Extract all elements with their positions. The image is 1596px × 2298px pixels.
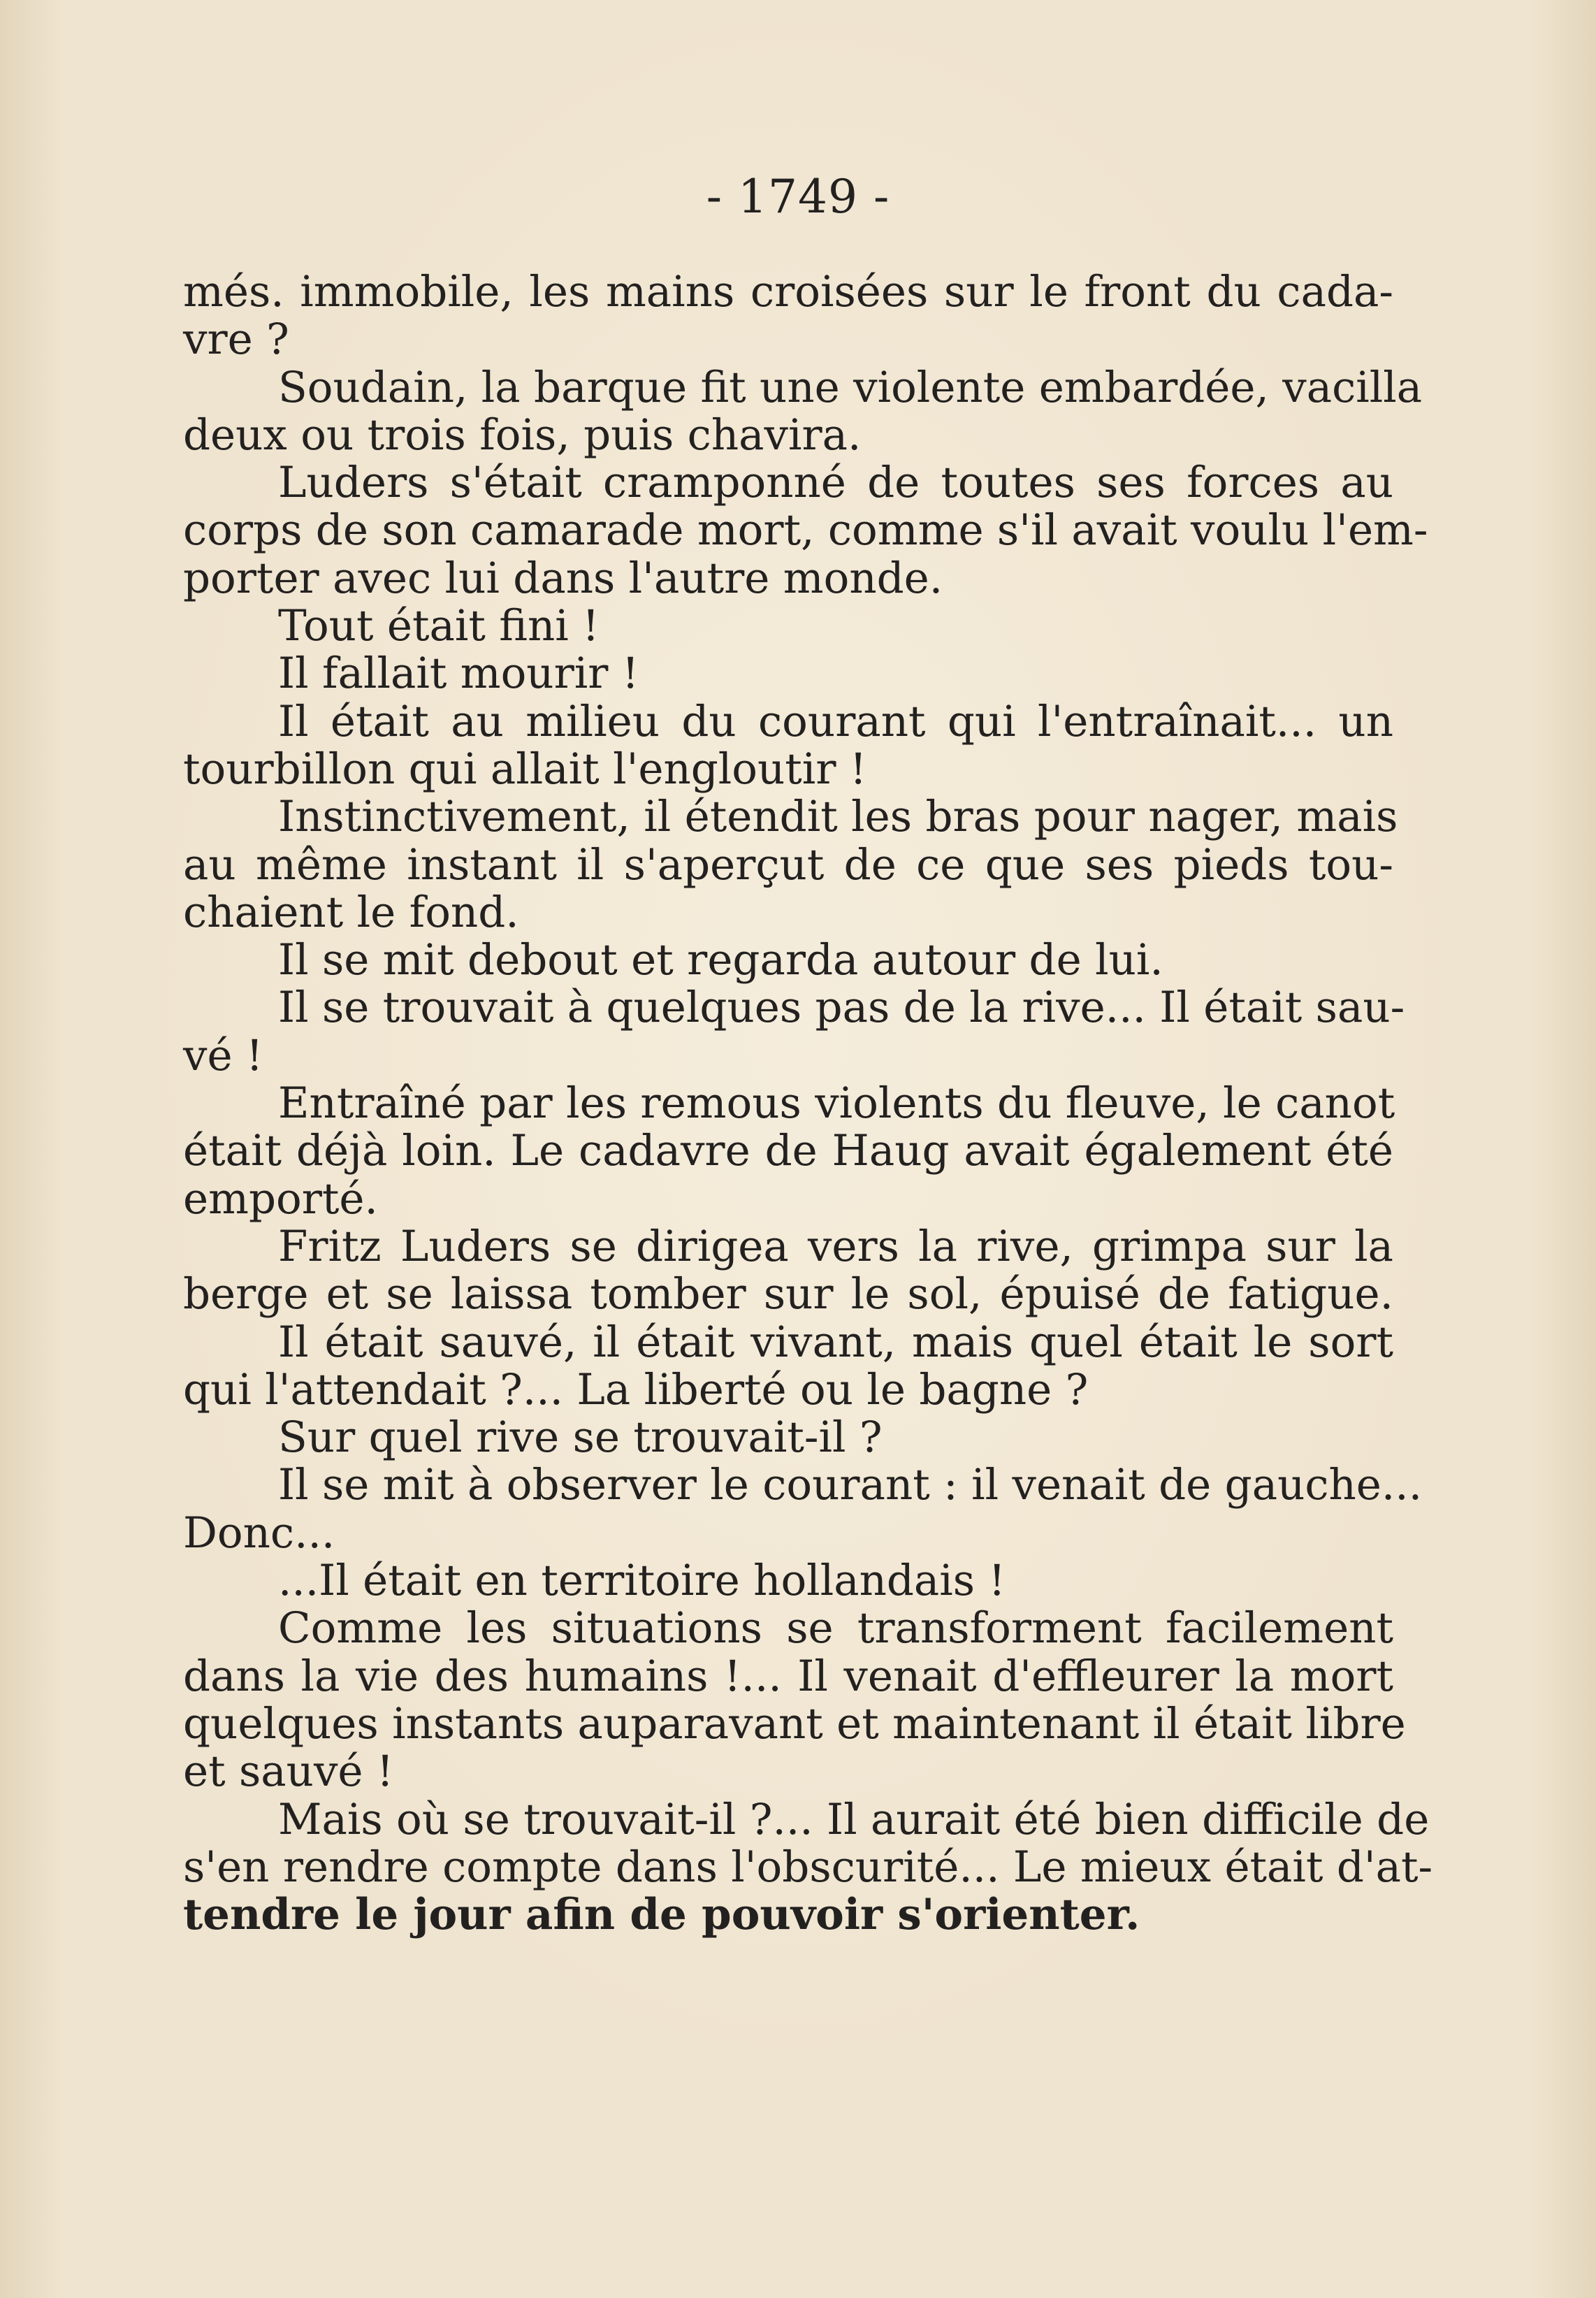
text-line: més. immobile, les mains croisées sur le front du cada- (183, 267, 1393, 317)
text-line: Il était sauvé, il était vivant, mais quel était le sort (278, 1317, 1393, 1367)
page-number: - 1749 - (706, 170, 890, 224)
text-line: Comme les situations se transforment facilement (278, 1603, 1393, 1654)
text-line: quelques instants auparavant et maintenant il était libre (183, 1698, 1406, 1749)
text-line: vé ! (183, 1030, 263, 1081)
text-line: Il fallait mourir ! (278, 649, 639, 699)
text-line: tourbillon qui allait l'engloutir ! (183, 744, 867, 794)
text-line: Sur quel rive se trouvait-il ? (278, 1412, 883, 1463)
text-line: dans la vie des humains !... Il venait d'effleurer la mort (183, 1651, 1393, 1701)
text-line: était déjà loin. Le cadavre de Haug avait également été (183, 1126, 1393, 1176)
text-line: et sauvé ! (183, 1747, 394, 1797)
text-line: ...Il était en territoire hollandais ! (278, 1556, 1006, 1606)
text-line: s'en rendre compte dans l'obscurité... Le mieux était d'at- (183, 1842, 1433, 1892)
text-line: Il se trouvait à quelques pas de la rive... Il était sau- (278, 983, 1405, 1033)
text-line: Fritz Luders se dirigea vers la rive, grimpa sur la (278, 1221, 1393, 1271)
text-line: Donc... (183, 1508, 335, 1558)
text-line: tendre le jour afin de pouvoir s'orienter. (183, 1890, 1140, 1940)
text-line: au même instant il s'aperçut de ce que ses pieds tou- (183, 839, 1393, 890)
text-line: berge et se laissa tomber sur le sol, épuisé de fatigue. (183, 1269, 1393, 1320)
text-line: qui l'attendait ?... La liberté ou le bagne ? (183, 1364, 1089, 1415)
text-line: Mais où se trouvait-il ?... Il aurait été bien difficile de (278, 1794, 1430, 1844)
text-line: deux ou trois fois, puis chavira. (183, 410, 862, 460)
text-line: Il était au milieu du courant qui l'entraînait... un (278, 696, 1393, 746)
text-line: chaient le fond. (183, 887, 519, 937)
text-line: Instinctivement, il étendit les bras pour nager, mais (278, 792, 1398, 842)
text-line: Tout était fini ! (278, 601, 600, 651)
text-line: Il se mit debout et regarda autour de lui. (278, 935, 1163, 985)
text-line: emporté. (183, 1173, 378, 1224)
text-line: Luders s'était cramponné de toutes ses forces au (278, 458, 1393, 508)
text-line: corps de son camarade mort, comme s'il avait voulu l'em- (183, 505, 1428, 556)
text-line: Il se mit à observer le courant : il venait de gauche... (278, 1460, 1423, 1510)
text-line: Soudain, la barque fit une violente embardée, vacilla (278, 362, 1423, 412)
body-text (183, 267, 1433, 1940)
text-line: Entraîné par les remous violents du fleuve, le canot (278, 1078, 1395, 1129)
text-line: vre ? (183, 315, 289, 365)
text-line: porter avec lui dans l'autre monde. (183, 553, 943, 603)
